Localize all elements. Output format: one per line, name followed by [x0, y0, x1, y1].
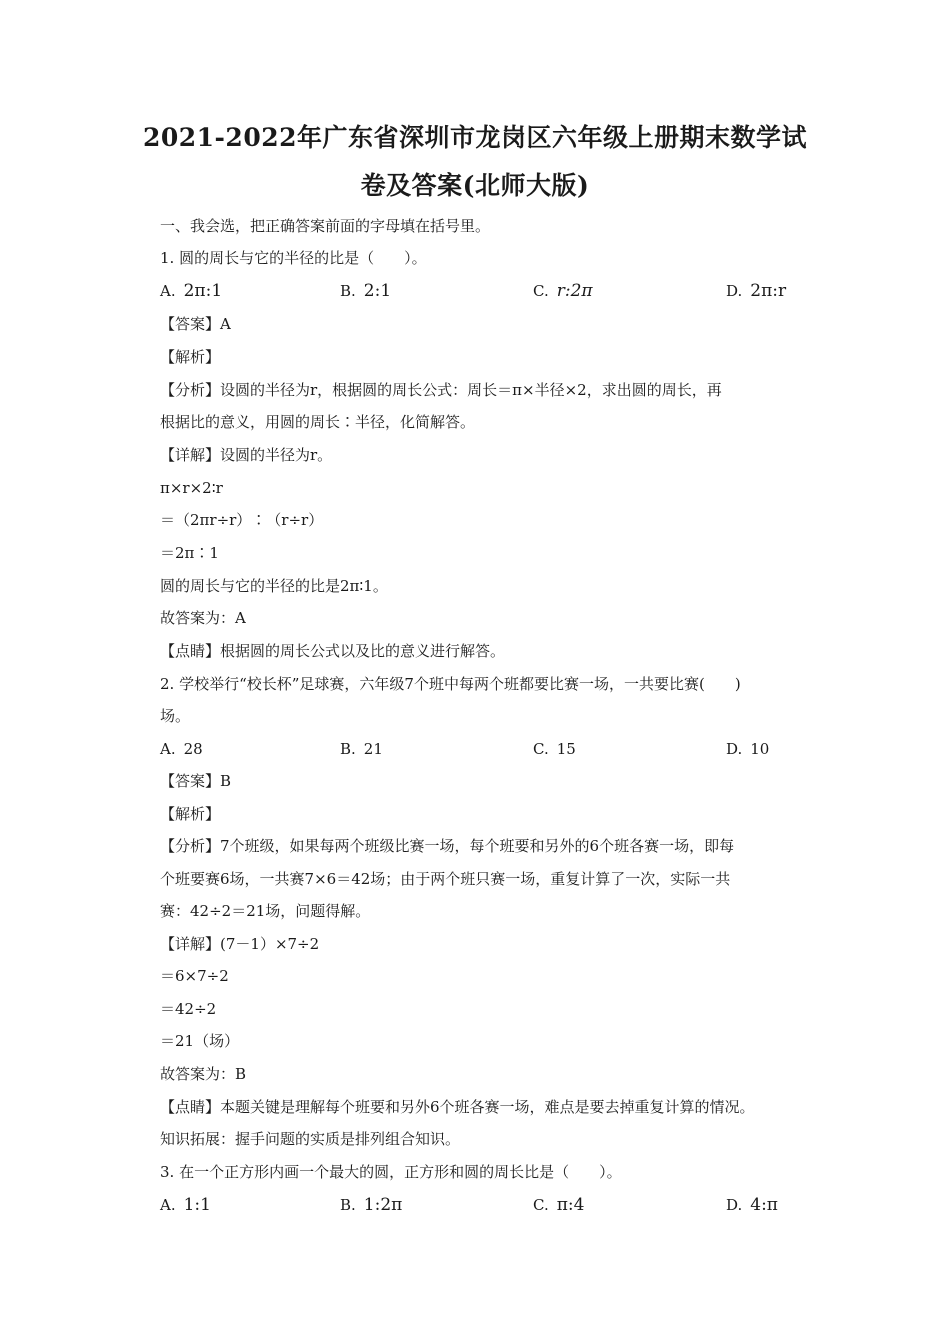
q3-option-b	[340, 1195, 402, 1215]
q1-analysis-line-2: 根据比的意义，用圆的周长∶半径，化简解答。	[160, 413, 476, 431]
q2-option-c	[533, 739, 576, 759]
q2-analysis-line-1: 【分析】7个班级，如果每两个班级比赛一场，每个班要和另外的6个班各赛一场，即每	[160, 837, 735, 855]
q2-step-1: ＝6×7÷2	[160, 967, 229, 985]
q2-stem-line-1: 2. 学校举行“校长杯”足球赛，六年级7个班中每两个班都要比赛一场，一共要比赛( )	[160, 675, 741, 693]
q3-option-c	[533, 1195, 584, 1215]
q1-comment: 【点睛】根据圆的周长公式以及比的意义进行解答。	[160, 642, 506, 660]
q3-option-d	[726, 1195, 778, 1215]
option-value: 21	[363, 740, 383, 758]
q1-answer: 【答案】A	[160, 315, 231, 333]
option-value: 2π:1	[183, 281, 223, 301]
option-letter: D.	[726, 1196, 743, 1214]
option-value: 4:π	[750, 1195, 778, 1215]
q1-option-d	[726, 281, 786, 301]
q2-comment-line-2: 知识拓展：握手问题的实质是排列组合知识。	[160, 1130, 461, 1148]
document-title-line-2: 卷及答案(北师大版)	[360, 171, 590, 200]
option-letter: D.	[726, 740, 743, 758]
option-letter: B.	[340, 740, 356, 758]
q1-final-answer: 故答案为：A	[160, 609, 246, 627]
option-value: r:2π	[556, 281, 593, 301]
q1-stem: 1. 圆的周长与它的半径的比是（ ）。	[160, 249, 427, 267]
q1-option-b	[340, 281, 391, 301]
q2-stem-line-2: 场。	[160, 707, 191, 725]
q1-option-c	[533, 281, 593, 301]
option-letter: A.	[160, 740, 176, 758]
option-value: 2:1	[363, 281, 392, 301]
q1-conclusion: 圆的周长与它的半径的比是2π∶1。	[160, 577, 388, 595]
option-letter: A.	[160, 1196, 176, 1214]
q2-step-3: ＝21（场）	[160, 1032, 240, 1050]
option-letter: A.	[160, 282, 176, 300]
option-value: 1:2π	[363, 1195, 403, 1215]
q2-jiexi: 【解析】	[160, 805, 221, 823]
q2-analysis-line-2: 个班要赛6场，一共赛7×6＝42场；由于两个班只赛一场，重复计算了一次，实际一共	[160, 870, 731, 888]
q1-jiexi: 【解析】	[160, 348, 221, 366]
q1-step-1: π×r×2∶r	[160, 479, 223, 497]
q1-step-3: ＝2π∶1	[160, 544, 219, 562]
q2-option-d	[726, 739, 769, 759]
option-letter: C.	[533, 1196, 549, 1214]
option-value: 10	[750, 740, 770, 758]
q2-final-answer: 故答案为：B	[160, 1065, 247, 1083]
q2-step-2: ＝42÷2	[160, 1000, 217, 1018]
q1-detail: 【详解】设圆的半径为r。	[160, 446, 333, 464]
q2-option-b	[340, 739, 383, 759]
option-value: 28	[183, 740, 203, 758]
section-heading: 一、我会选，把正确答案前面的字母填在括号里。	[160, 217, 491, 235]
q2-answer: 【答案】B	[160, 772, 232, 790]
document-title-line-1: 2021-2022年广东省深圳市龙岗区六年级上册期末数学试	[142, 123, 808, 152]
option-value: π:4	[556, 1195, 585, 1215]
option-value: 1:1	[183, 1195, 211, 1215]
option-letter: B.	[340, 1196, 356, 1214]
q3-option-a	[160, 1195, 211, 1215]
option-value: 15	[556, 740, 576, 758]
q2-detail: 【详解】(7－1）×7÷2	[160, 935, 320, 953]
q2-option-a	[160, 739, 203, 759]
q1-option-a	[160, 281, 222, 301]
q1-step-2: ＝（2πr÷r）∶（r÷r）	[160, 511, 324, 529]
q2-analysis-line-3: 赛：42÷2＝21场，问题得解。	[160, 902, 371, 920]
option-value: 2π:r	[750, 281, 787, 301]
option-letter: D.	[726, 282, 743, 300]
q2-comment-line-1: 【点睛】本题关键是理解每个班要和另外6个班各赛一场，难点是要去掉重复计算的情况。	[160, 1098, 755, 1116]
option-letter: B.	[340, 282, 356, 300]
q1-analysis-line-1: 【分析】设圆的半径为r，根据圆的周长公式：周长＝π×半径×2，求出圆的周长，再	[160, 381, 722, 399]
option-letter: C.	[533, 740, 549, 758]
option-letter: C.	[533, 282, 549, 300]
q3-stem: 3. 在一个正方形内画一个最大的圆，正方形和圆的周长比是（ ）。	[160, 1163, 622, 1181]
